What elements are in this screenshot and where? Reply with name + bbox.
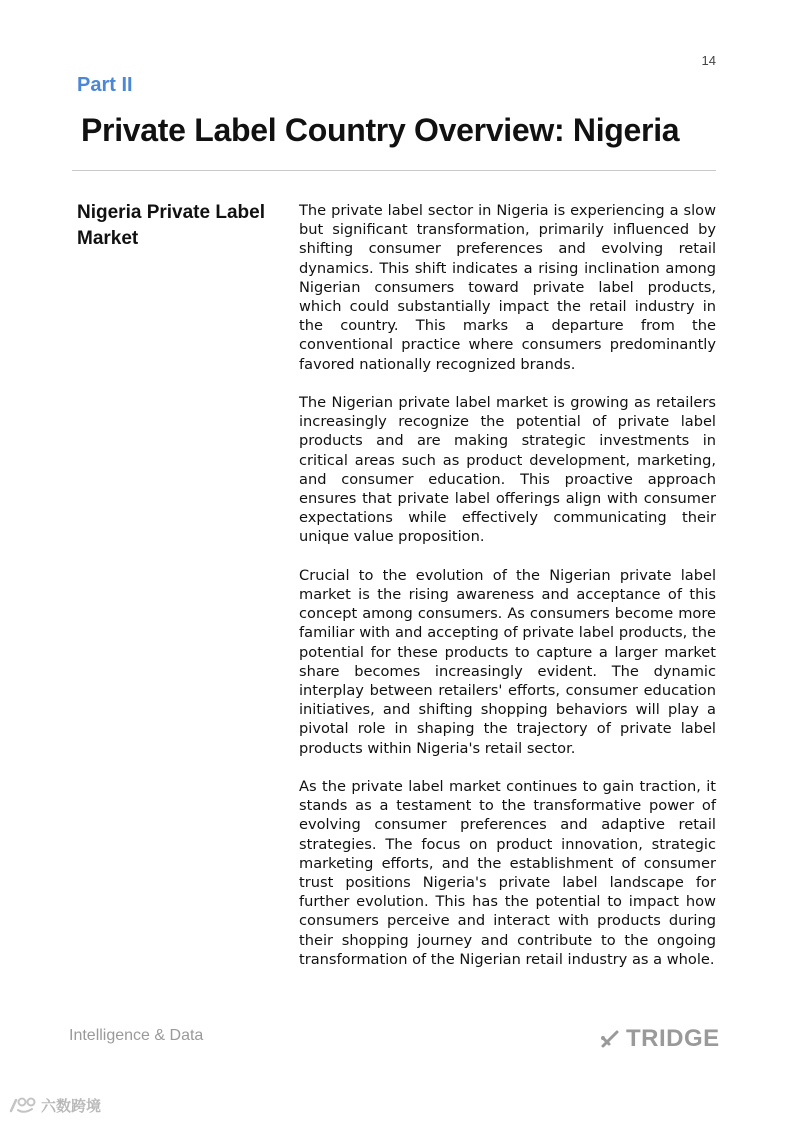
tridge-logo — [600, 1025, 720, 1053]
body-paragraph-4: As the private label market continues to gain traction, it stands as a testament to the transformative power of evolving consumer preferences and adaptive retail strategies. The focus on product innovation, strategic marketing efforts, and the establishment of consumer trust positions Nigeria's private label landscape for further evolution. This has the potential to impact how consumers perceive and interact with products during their shopping journey and contribute to the ongoing transformation of the Nigerian retail industry as a whole. — [299, 778, 716, 968]
page-number: 14 — [701, 53, 716, 68]
page-title: Private Label Country Overview: Nigeria — [81, 112, 680, 148]
watermark-logo-icon — [8, 1095, 38, 1115]
body-paragraph-1: The private label sector in Nigeria is experiencing a slow but significant transformation, primarily influenced by shifting consumer preferences and evolving retail dynamics. This shift indicates a rising inclination among Nigerian consumers toward private label products, which could substantially impact the retail industry in the country. This marks a departure from the conventional practice where consumers predominantly favored nationally recognized brands. — [299, 202, 716, 373]
body-paragraph-3: Crucial to the evolution of the Nigerian private label market is the rising awareness and acceptance of this concept among consumers. As consumers become more familiar with and accepting of private label products, the potential for these products to capture a larger market share becomes increasingly evident. The dynamic interplay between retailers' efforts, consumer education initiatives, and shifting shopping behaviors will play a pivotal role in shaping the trajectory of private label products within Nigeria's retail sector. — [299, 566, 716, 757]
title-divider — [72, 170, 716, 171]
body-paragraph-2: The Nigerian private label market is growing as retailers increasingly recognize the potential of private label products and are making strategic investments in critical areas such as product development, marketing, and consumer education. This proactive approach ensures that private label offerings align with consumer expectations while effectively communicating their unique value proposition. — [299, 394, 716, 546]
footer-intelligence-data: Intelligence & Data — [69, 1027, 204, 1044]
part-label: Part II — [77, 74, 133, 96]
tridge-logo-icon — [600, 1029, 620, 1049]
body-text-column — [299, 201, 716, 988]
tridge-logo-text: TRIDGE — [626, 1025, 720, 1052]
section-heading: Nigeria Private Label Market — [77, 202, 265, 249]
watermark-text: 六数跨境 — [41, 1097, 102, 1115]
watermark — [8, 1094, 101, 1116]
